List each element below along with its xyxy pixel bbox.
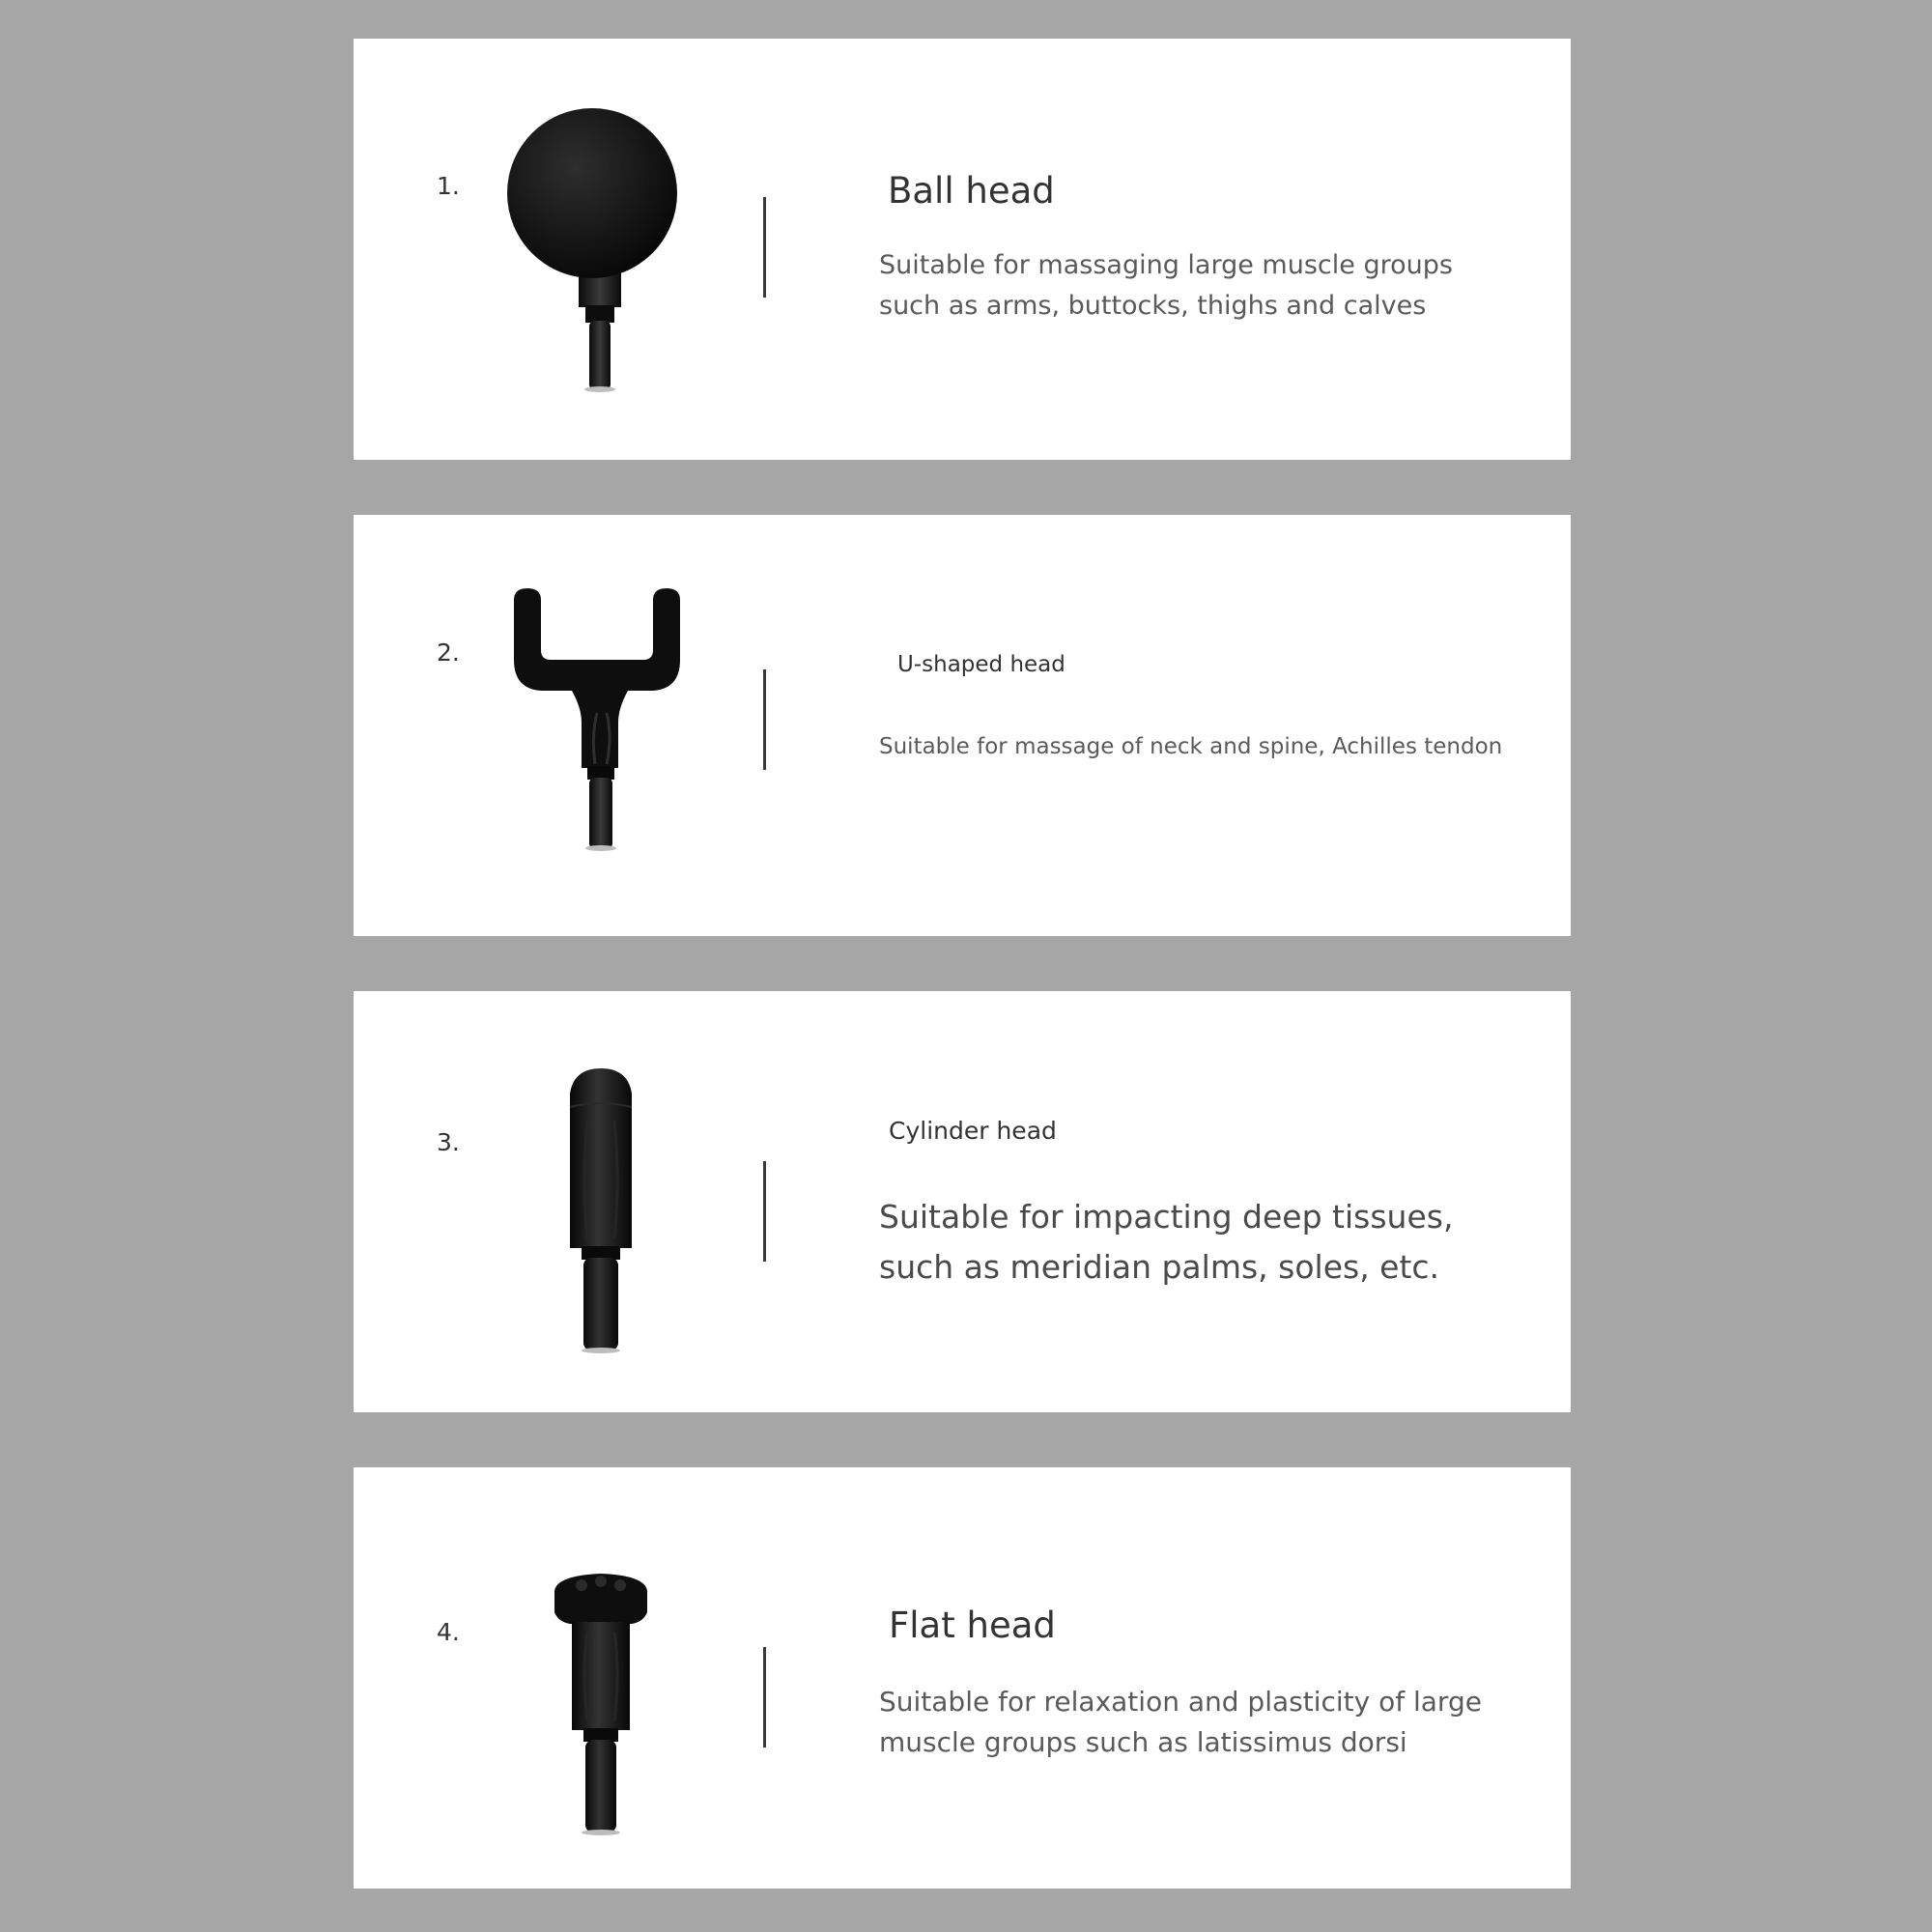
card-ball-head xyxy=(354,39,1571,460)
item-title: Ball head xyxy=(888,170,1055,212)
item-description: Suitable for relaxation and plasticity of large muscle groups such as latissimus dorsi xyxy=(879,1686,1482,1758)
card-cylinder-head xyxy=(354,991,1571,1412)
divider xyxy=(763,669,766,770)
cylinder-head-icon xyxy=(498,991,701,1412)
ball-head-icon xyxy=(498,39,701,460)
u-shaped-head-icon xyxy=(498,515,701,936)
item-title: Flat head xyxy=(889,1605,1056,1646)
card-u-shaped-head xyxy=(354,515,1571,936)
item-description: Suitable for massaging large muscle groups such as arms, buttocks, thighs and calves xyxy=(879,250,1453,321)
item-number: 3. xyxy=(437,1128,460,1156)
card-flat-head xyxy=(354,1467,1571,1889)
divider xyxy=(763,1161,766,1262)
item-number: 4. xyxy=(437,1618,460,1646)
item-description: Suitable for impacting deep tissues, such as meridian palms, soles, etc. xyxy=(879,1198,1454,1286)
item-number: 2. xyxy=(437,639,460,667)
item-title: U-shaped head xyxy=(897,652,1065,677)
item-number: 1. xyxy=(437,172,460,200)
divider xyxy=(763,1647,766,1747)
flat-head-icon xyxy=(498,1467,701,1889)
divider xyxy=(763,197,766,298)
item-title: Cylinder head xyxy=(889,1117,1057,1145)
item-description: Suitable for massage of neck and spine, Achilles tendon xyxy=(879,734,1503,759)
